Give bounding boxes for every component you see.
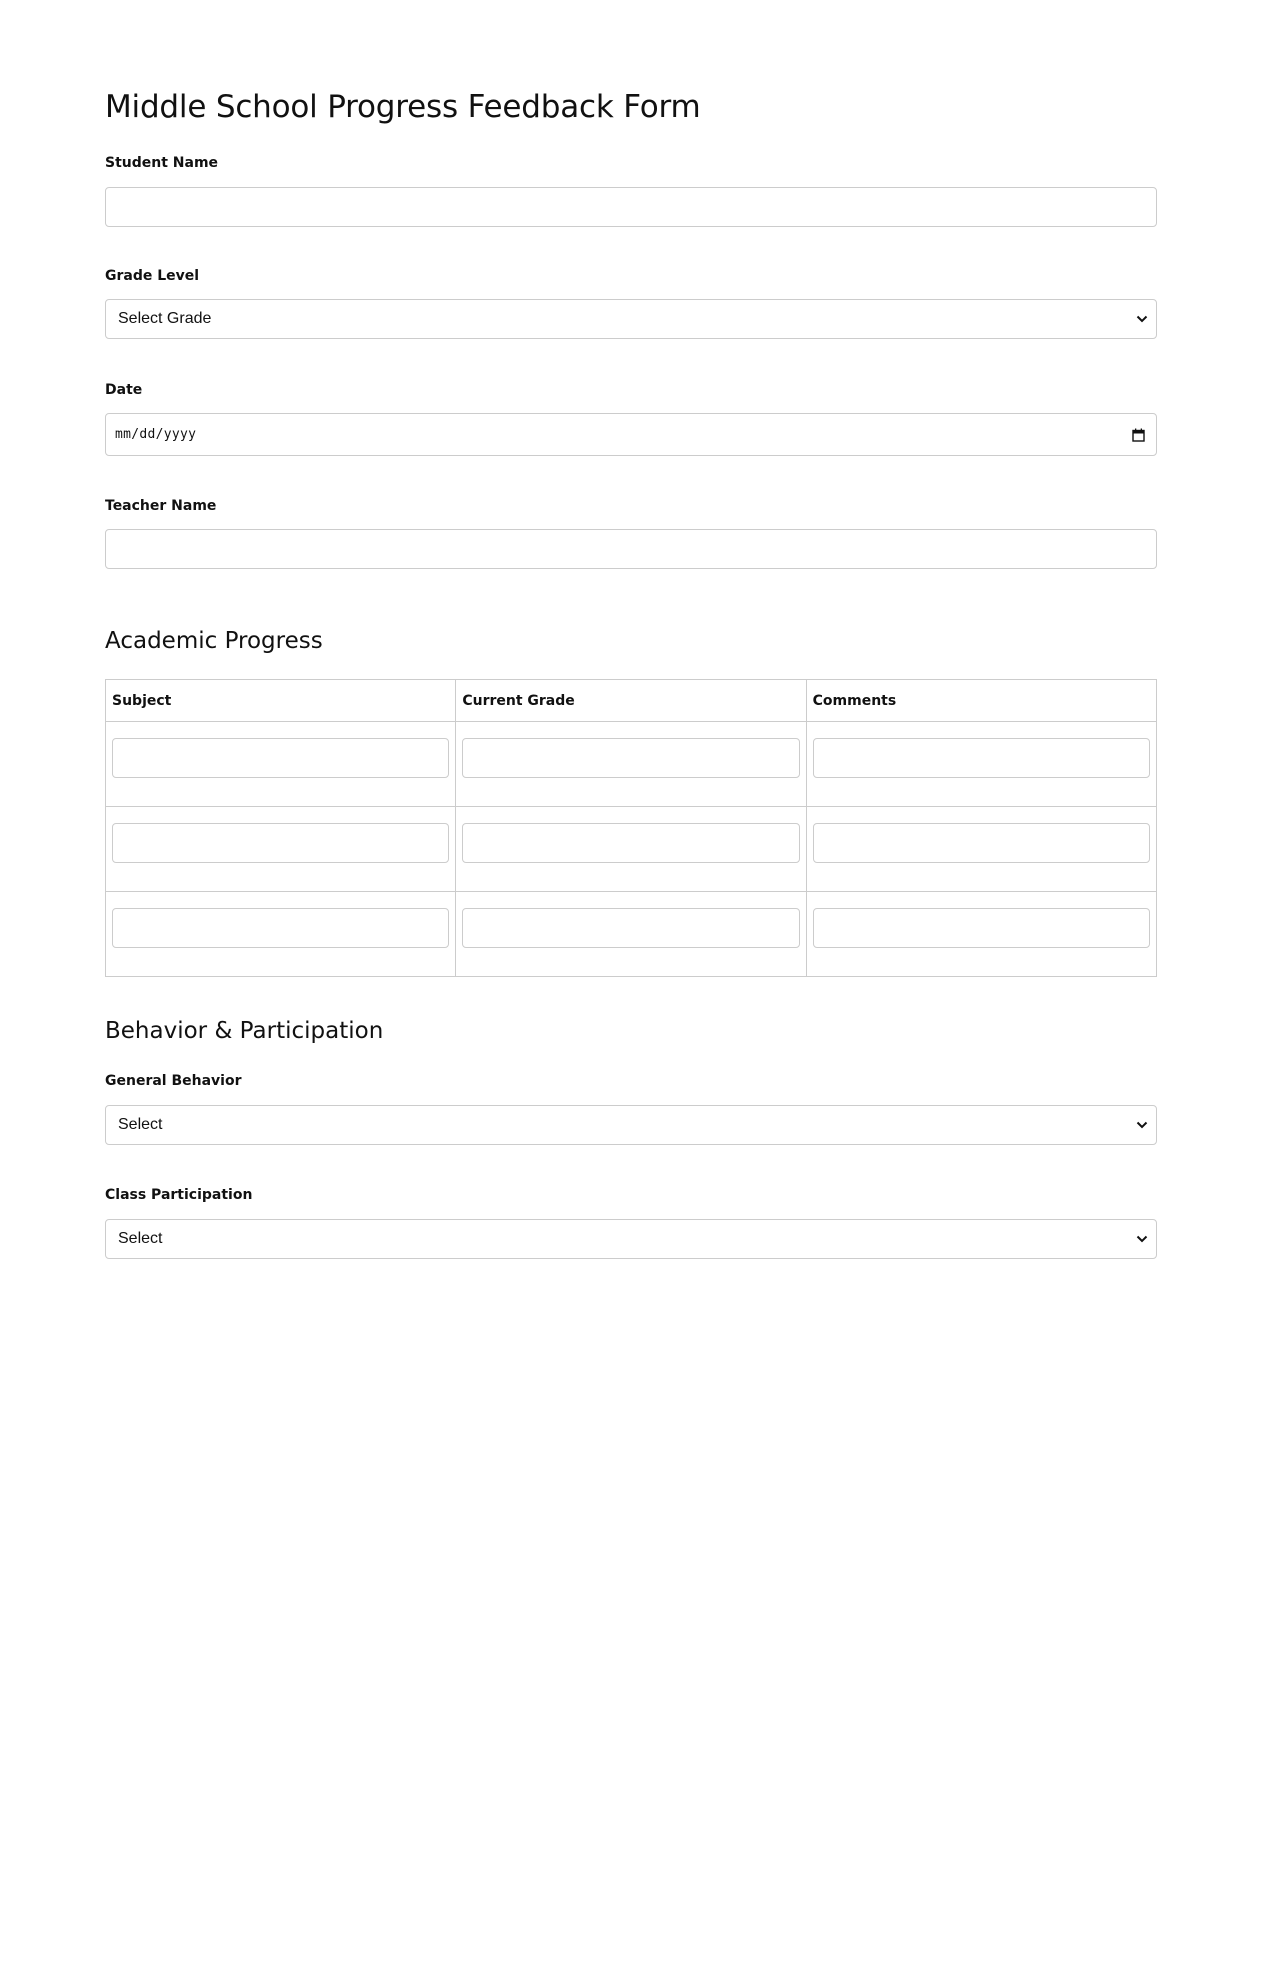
- class-participation-select[interactable]: [105, 1219, 1157, 1259]
- table-cell: [806, 807, 1156, 892]
- table-cell: [456, 807, 806, 892]
- subject-input-2[interactable]: [112, 823, 449, 863]
- date-placeholder: mm/dd/yyyy: [115, 427, 197, 442]
- column-header-current-grade: Current Grade: [456, 680, 806, 722]
- table-cell: [806, 892, 1156, 977]
- academic-progress-heading: Academic Progress: [105, 628, 323, 654]
- student-name-input[interactable]: [105, 187, 1157, 227]
- behavior-participation-heading: Behavior & Participation: [105, 1018, 384, 1044]
- column-header-comments: Comments: [806, 680, 1156, 722]
- chevron-down-icon: [1136, 315, 1148, 323]
- date-label: Date: [105, 382, 143, 398]
- comments-input-2[interactable]: [813, 823, 1150, 863]
- chevron-down-icon: [1136, 1235, 1148, 1243]
- table-row: [106, 807, 1157, 892]
- grade-level-selected-value: Select Grade: [118, 310, 212, 327]
- table-cell: [806, 722, 1156, 807]
- table-row: [106, 722, 1157, 807]
- page-title: Middle School Progress Feedback Form: [105, 89, 701, 125]
- class-participation-selected-value: Select: [118, 1230, 163, 1247]
- current-grade-input-3[interactable]: [462, 908, 799, 948]
- teacher-name-input[interactable]: [105, 529, 1157, 569]
- comments-input-1[interactable]: [813, 738, 1150, 778]
- chevron-down-icon: [1136, 1121, 1148, 1129]
- table-cell: [456, 892, 806, 977]
- table-cell: [106, 807, 456, 892]
- academic-progress-table: [105, 679, 1157, 977]
- grade-level-label: Grade Level: [105, 268, 200, 284]
- general-behavior-label: General Behavior: [105, 1073, 242, 1089]
- table-cell: [456, 722, 806, 807]
- general-behavior-selected-value: Select: [118, 1116, 163, 1133]
- comments-input-3[interactable]: [813, 908, 1150, 948]
- subject-input-1[interactable]: [112, 738, 449, 778]
- subject-input-3[interactable]: [112, 908, 449, 948]
- current-grade-input-1[interactable]: [462, 738, 799, 778]
- general-behavior-select[interactable]: [105, 1105, 1157, 1145]
- column-header-subject: Subject: [106, 680, 456, 722]
- class-participation-label: Class Participation: [105, 1187, 253, 1203]
- table-cell: [106, 892, 456, 977]
- table-header-row: [106, 680, 1157, 722]
- table-row: [106, 892, 1157, 977]
- date-input[interactable]: [105, 413, 1157, 456]
- teacher-name-label: Teacher Name: [105, 498, 217, 514]
- student-name-label: Student Name: [105, 155, 219, 171]
- grade-level-select[interactable]: [105, 299, 1157, 339]
- table-cell: [106, 722, 456, 807]
- calendar-icon[interactable]: [1132, 428, 1145, 442]
- current-grade-input-2[interactable]: [462, 823, 799, 863]
